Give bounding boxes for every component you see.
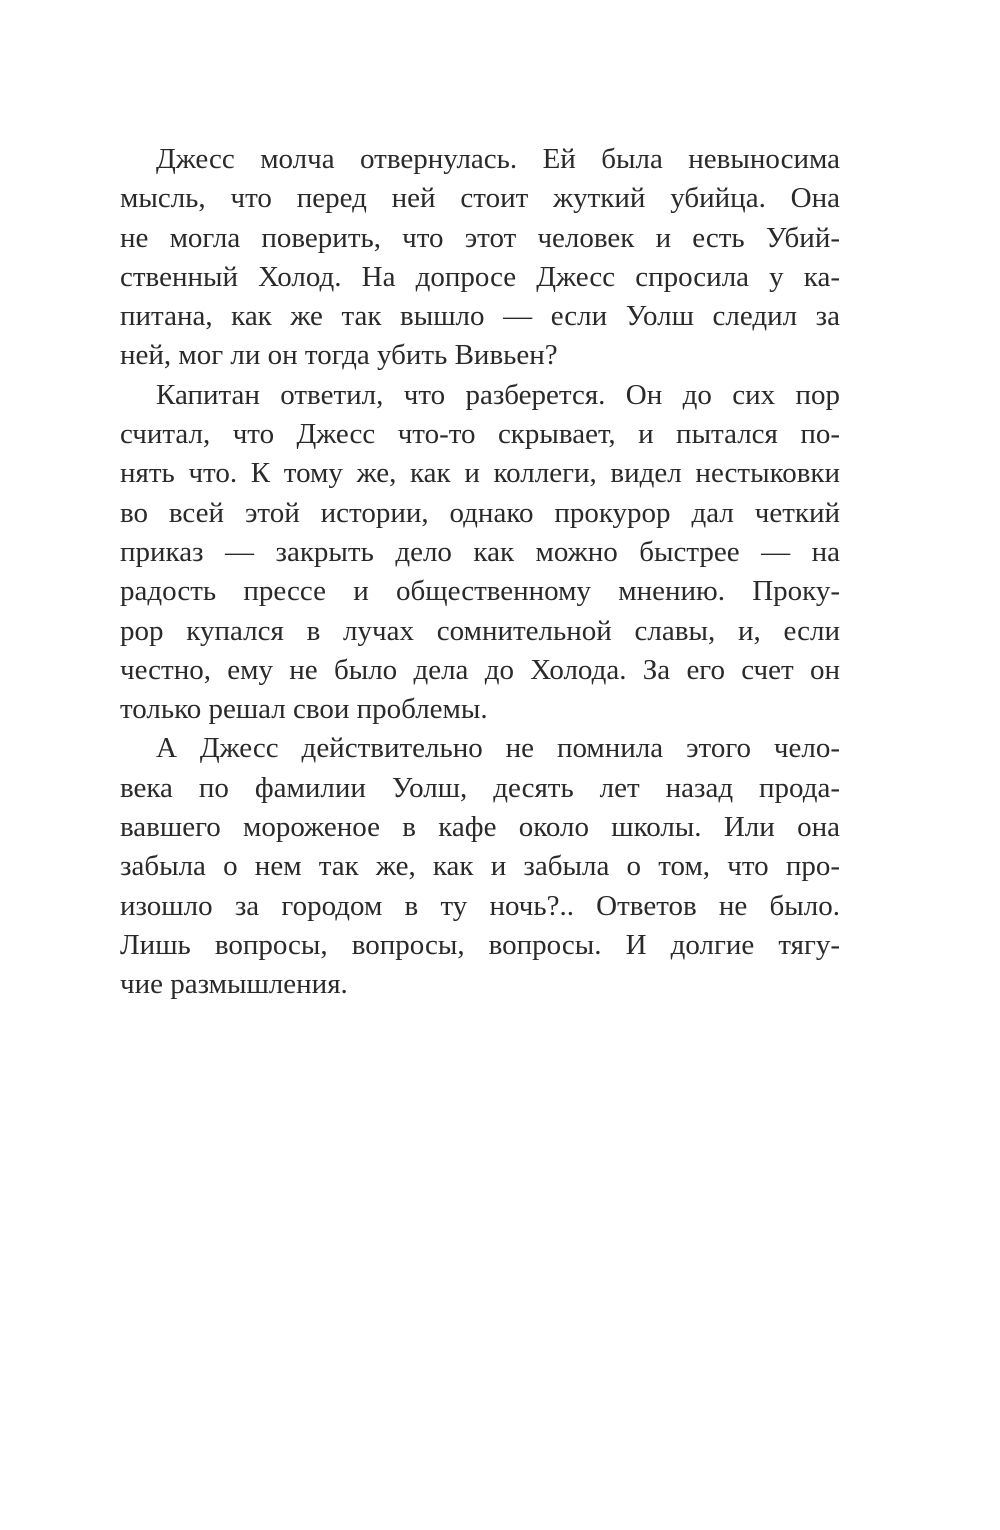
text-line: вавшего мороженое в кафе около школы. Или она [120, 811, 840, 844]
text-line: изошло за городом в ту ночь?.. Ответов не было. [120, 889, 840, 922]
text-line: ней, мог ли он тогда убить Вивьен? [120, 339, 558, 372]
text-line: ственный Холод. На допросе Джесс спросила у ка- [120, 260, 840, 293]
text-line: только решал свои проблемы. [120, 693, 488, 726]
text-line: радость прессе и общественному мнению. Проку- [120, 575, 840, 608]
paragraph-2 [120, 376, 840, 730]
text-line: Лишь вопросы, вопросы, вопросы. И долгие тягу- [120, 928, 840, 961]
text-line: А Джесс действительно не помнила этого чело- [156, 732, 840, 765]
text-line: во всей этой истории, однако прокурор дал четкий [120, 496, 840, 529]
text-line: нять что. К тому же, как и коллеги, видел нестыковки [120, 457, 840, 490]
text-line: честно, ему не было дела до Холода. За его счет он [120, 653, 840, 686]
text-line: чие размышления. [120, 968, 348, 1001]
text-line: века по фамилии Уолш, десять лет назад прода- [120, 771, 840, 804]
text-line: мысль, что перед ней стоит жуткий убийца. Она [120, 182, 840, 215]
text-line: забыла о нем так же, как и забыла о том, что про- [120, 850, 840, 883]
text-line: рор купался в лучах сомнительной славы, и, если [120, 614, 840, 647]
text-line: приказ — закрыть дело как можно быстрее — на [120, 535, 840, 568]
paragraph-3 [120, 729, 840, 1004]
text-line: питана, как же так вышло — если Уолш следил за [120, 300, 840, 333]
text-line: Джесс молча отвернулась. Ей была невыносима [156, 143, 840, 175]
text-line: не могла поверить, что этот человек и есть Убий- [120, 221, 840, 254]
text-line: Капитан ответил, что разберется. Он до сих пор [156, 378, 840, 411]
body-text [120, 140, 840, 1005]
text-line: считал, что Джесс что-то скрывает, и пытался по- [120, 418, 840, 451]
paragraph-1 [120, 140, 840, 376]
